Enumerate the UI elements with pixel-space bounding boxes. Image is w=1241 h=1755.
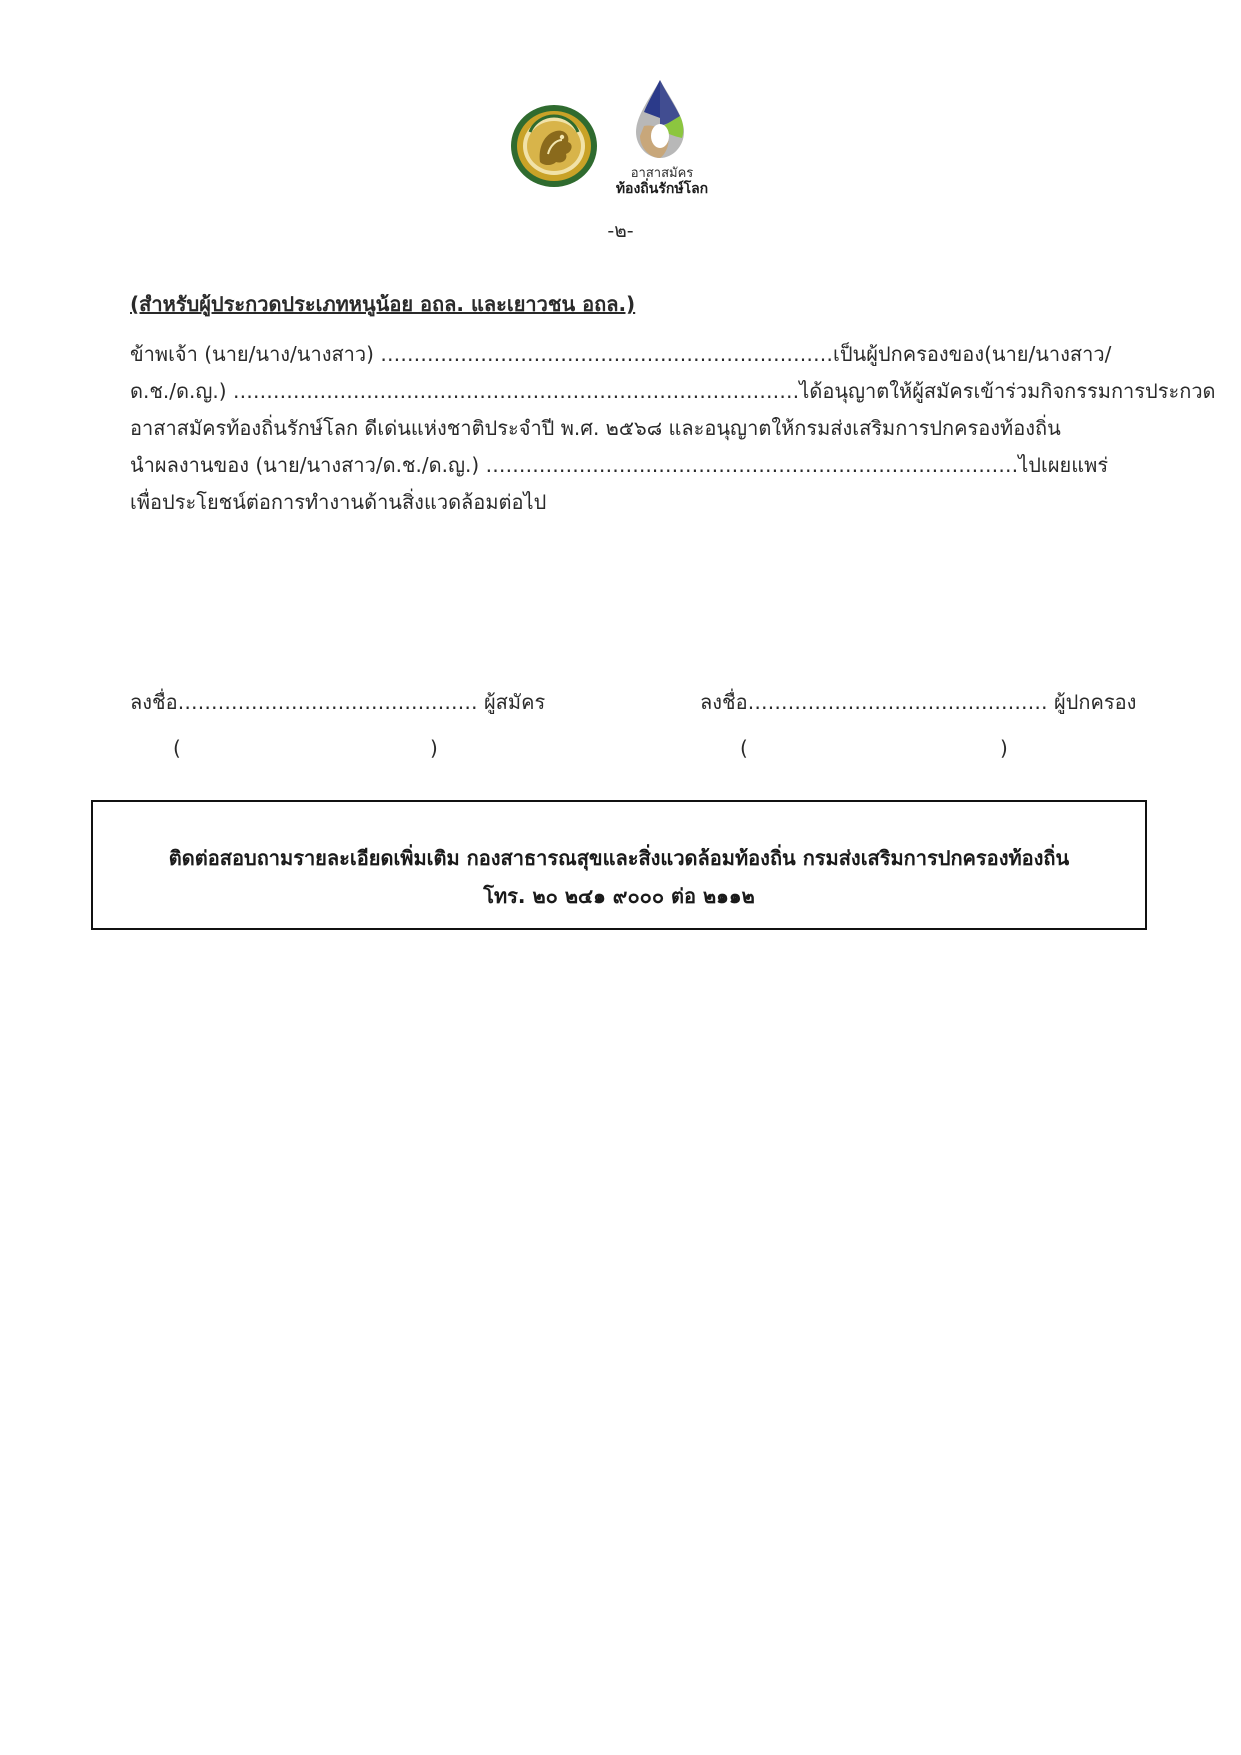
guardian-name-close-paren: ) bbox=[1000, 736, 1008, 760]
logo-text-volunteer: อาสาสมัคร bbox=[630, 166, 694, 181]
logo-text-local-earth: ท้องถิ่นรักษ์โลก bbox=[615, 181, 709, 197]
body-line-5 bbox=[130, 486, 1100, 518]
contact-line-1: ติดต่อสอบถามรายละเอียดเพิ่มเติม กองสาธารณสุขและสิ่งแวดล้อมท้องถิ่น กรมส่งเสริมการปกครองท้องถิ่น bbox=[168, 846, 1070, 870]
guardian-signature-line: ลงชื่อ……………………………………… ผู้ปกครอง bbox=[700, 690, 1137, 714]
body-line-4 bbox=[130, 449, 1109, 481]
applicant-signature-line: ลงชื่อ……………………………………… ผู้สมัคร bbox=[130, 690, 546, 714]
page-number: -๒- bbox=[607, 220, 634, 242]
body-line-5-text: เพื่อประโยชน์ต่อการทำงานด้านสิ่งแวดล้อมต่อไป bbox=[130, 490, 547, 514]
body-line-2 bbox=[130, 375, 1216, 407]
applicant-name-open-paren: ( bbox=[173, 736, 181, 760]
body-line-4-right: ไปเผยแพร่ bbox=[1018, 453, 1109, 477]
body-line-2-text: ด.ช./ด.ญ.) …………………………….……………………………………………ได้อนุญาตให้ผู้สมัครเข้าร่วมกิจกรรมการประกวด bbox=[130, 379, 1216, 403]
body-line-3-text: อาสาสมัครท้องถิ่นรักษ์โลก ดีเด่นแห่งชาติประจำปี พ.ศ. ๒๕๖๘ และอนุญาตให้กรมส่งเสริมการปกครองท้องถิ่น bbox=[130, 416, 1061, 440]
water-drop-logo-icon bbox=[612, 78, 710, 198]
body-line-3 bbox=[130, 412, 1100, 444]
contact-box bbox=[91, 800, 1147, 930]
header-logos bbox=[0, 78, 1241, 198]
section-heading: (สำหรับผู้ประกวดประเภทหนูน้อย อถล. และเยาวชน อถล.) bbox=[130, 292, 636, 316]
body-line-1-right: (นาย/นางสาว/ bbox=[984, 342, 1112, 366]
contact-phone: โทร. ๒๐ ๒๔๑ ๙๐๐๐ ต่อ ๒๑๑๒ bbox=[483, 884, 755, 908]
dla-seal-icon bbox=[510, 104, 598, 188]
guardian-name-open-paren: ( bbox=[740, 736, 748, 760]
body-line-1-left: ข้าพเจ้า (นาย/นาง/นางสาว) ……………………………….…….……………………เป็นผู้ปกครองของ bbox=[130, 342, 985, 366]
body-line-4-left: นำผลงานของ (นาย/นางสาว/ด.ช./ด.ญ.) ……………………..……………………………………………… bbox=[130, 453, 1019, 477]
body-line-1 bbox=[130, 338, 1112, 370]
applicant-name-close-paren: ) bbox=[430, 736, 438, 760]
